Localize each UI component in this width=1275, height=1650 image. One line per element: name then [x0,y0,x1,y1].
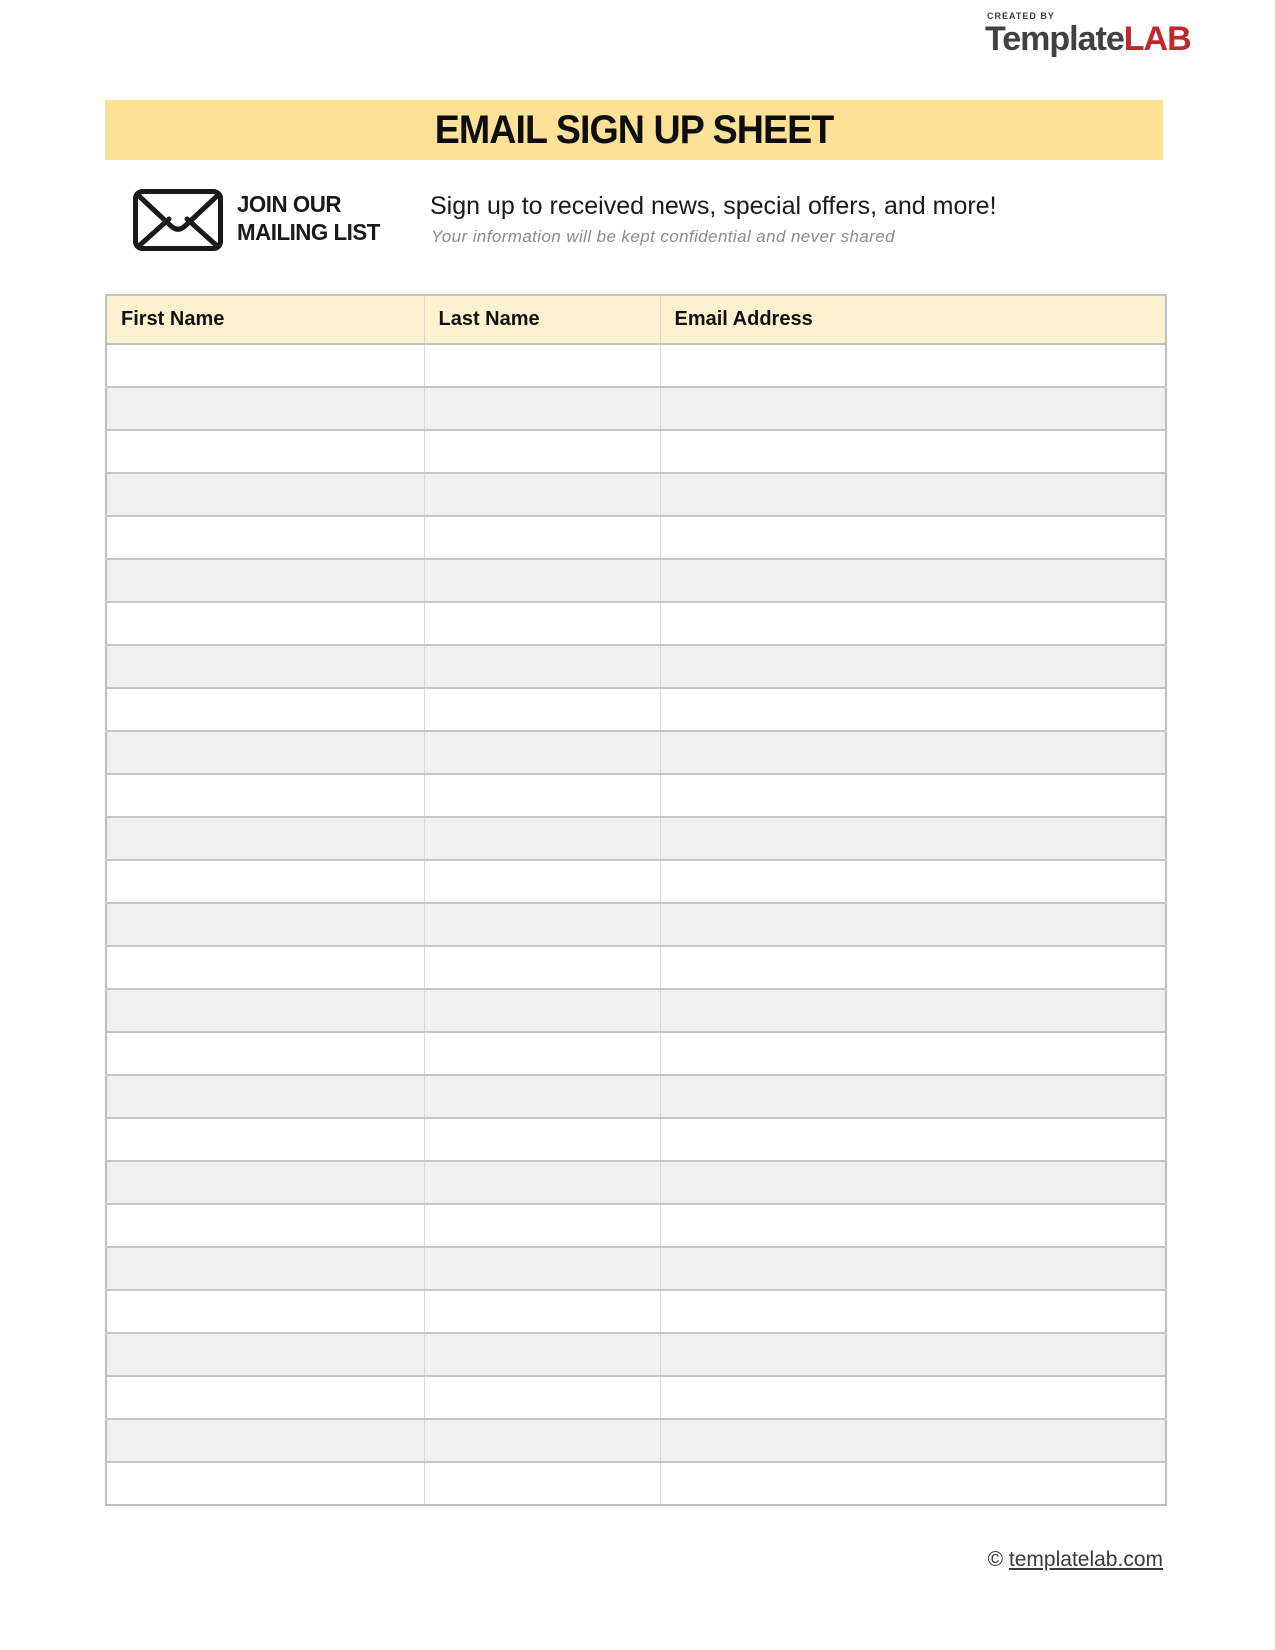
table-row [106,860,1166,903]
table-row [106,688,1166,731]
empty-cell [106,1247,424,1290]
table-row [106,1204,1166,1247]
empty-cell [660,903,1166,946]
table-row [106,731,1166,774]
table-row [106,1032,1166,1075]
empty-cell [660,559,1166,602]
empty-cell [106,1118,424,1161]
logo-brand-primary: Template [985,20,1124,58]
empty-cell [106,344,424,387]
templatelab-logo [985,12,1191,56]
empty-cell [106,1075,424,1118]
empty-cell [106,387,424,430]
empty-cell [424,731,660,774]
table-row [106,645,1166,688]
signup-table-header [106,295,1166,344]
table-row [106,946,1166,989]
empty-cell [106,817,424,860]
empty-cell [660,817,1166,860]
logo-created-by: CREATED BY [987,11,1055,21]
empty-cell [106,1032,424,1075]
signup-table-body [106,344,1166,1505]
empty-cell [106,645,424,688]
empty-cell [106,1376,424,1419]
page-title: EMAIL SIGN UP SHEET [434,107,834,152]
empty-cell [106,1290,424,1333]
empty-cell [424,1118,660,1161]
empty-cell [424,1462,660,1505]
empty-cell [424,430,660,473]
table-row [106,1247,1166,1290]
empty-cell [424,774,660,817]
empty-cell [424,1247,660,1290]
table-row [106,516,1166,559]
empty-cell [424,989,660,1032]
table-row [106,817,1166,860]
mailing-list-caption-line1: JOIN OUR [237,191,341,217]
confidentiality-note: Your information will be kept confidential and never shared [431,227,895,246]
empty-cell [660,1204,1166,1247]
empty-cell [660,1419,1166,1462]
empty-cell [424,1204,660,1247]
empty-cell [106,559,424,602]
table-row [106,1333,1166,1376]
empty-cell [424,1419,660,1462]
empty-cell [660,645,1166,688]
empty-cell [660,1376,1166,1419]
empty-cell [106,473,424,516]
empty-cell [106,946,424,989]
empty-cell [660,1075,1166,1118]
table-row [106,559,1166,602]
empty-cell [660,516,1166,559]
table-row [106,1290,1166,1333]
empty-cell [424,516,660,559]
table-row [106,1462,1166,1505]
empty-cell [106,1462,424,1505]
empty-cell [424,817,660,860]
empty-cell [660,688,1166,731]
title-banner [105,100,1163,160]
empty-cell [660,473,1166,516]
table-row [106,344,1166,387]
empty-cell [424,1290,660,1333]
table-row [106,989,1166,1032]
empty-cell [106,688,424,731]
empty-cell [660,387,1166,430]
empty-cell [106,731,424,774]
empty-cell [660,989,1166,1032]
empty-cell [424,1032,660,1075]
empty-cell [424,645,660,688]
empty-cell [424,1075,660,1118]
templatelab-link[interactable]: templatelab.com [1008,1548,1163,1571]
empty-cell [660,344,1166,387]
empty-cell [106,1333,424,1376]
empty-cell [424,1333,660,1376]
mailing-list-caption-line2: MAILING LIST [237,219,380,245]
footer-copyright [988,1548,1163,1572]
empty-cell [424,602,660,645]
empty-cell [424,387,660,430]
empty-cell [424,1376,660,1419]
empty-cell [424,1161,660,1204]
table-row [106,1161,1166,1204]
empty-cell [106,989,424,1032]
table-row [106,1118,1166,1161]
empty-cell [424,688,660,731]
table-row [106,1419,1166,1462]
empty-cell [106,1419,424,1462]
empty-cell [106,430,424,473]
empty-cell [660,430,1166,473]
empty-cell [424,559,660,602]
empty-cell [660,946,1166,989]
empty-cell [106,602,424,645]
empty-cell [660,1161,1166,1204]
signup-table [105,294,1167,1506]
empty-cell [424,946,660,989]
empty-cell [660,1118,1166,1161]
column-header-last-name: Last Name [424,295,660,344]
empty-cell [660,1462,1166,1505]
table-row [106,903,1166,946]
table-row [106,1075,1166,1118]
table-row [106,602,1166,645]
logo-brand-accent: LAB [1123,20,1191,58]
empty-cell [660,1247,1166,1290]
column-header-first-name: First Name [106,295,424,344]
table-row [106,1376,1166,1419]
column-header-email-address: Email Address [660,295,1166,344]
signup-headline: Sign up to received news, special offers, and more! [430,192,997,220]
empty-cell [106,1204,424,1247]
empty-cell [424,903,660,946]
empty-cell [660,1290,1166,1333]
table-row [106,387,1166,430]
mailing-list-caption [237,190,380,246]
empty-cell [660,602,1166,645]
table-row [106,473,1166,516]
empty-cell [660,860,1166,903]
empty-cell [424,344,660,387]
empty-cell [660,731,1166,774]
logo-brand [985,20,1191,58]
empty-cell [660,1333,1166,1376]
table-row [106,430,1166,473]
empty-cell [424,473,660,516]
empty-cell [424,860,660,903]
empty-cell [106,1161,424,1204]
empty-cell [106,903,424,946]
copyright-symbol: © [987,1548,1004,1571]
empty-cell [106,774,424,817]
empty-cell [660,1032,1166,1075]
empty-cell [106,860,424,903]
table-row [106,774,1166,817]
empty-cell [106,516,424,559]
envelope-icon [132,188,224,252]
empty-cell [660,774,1166,817]
